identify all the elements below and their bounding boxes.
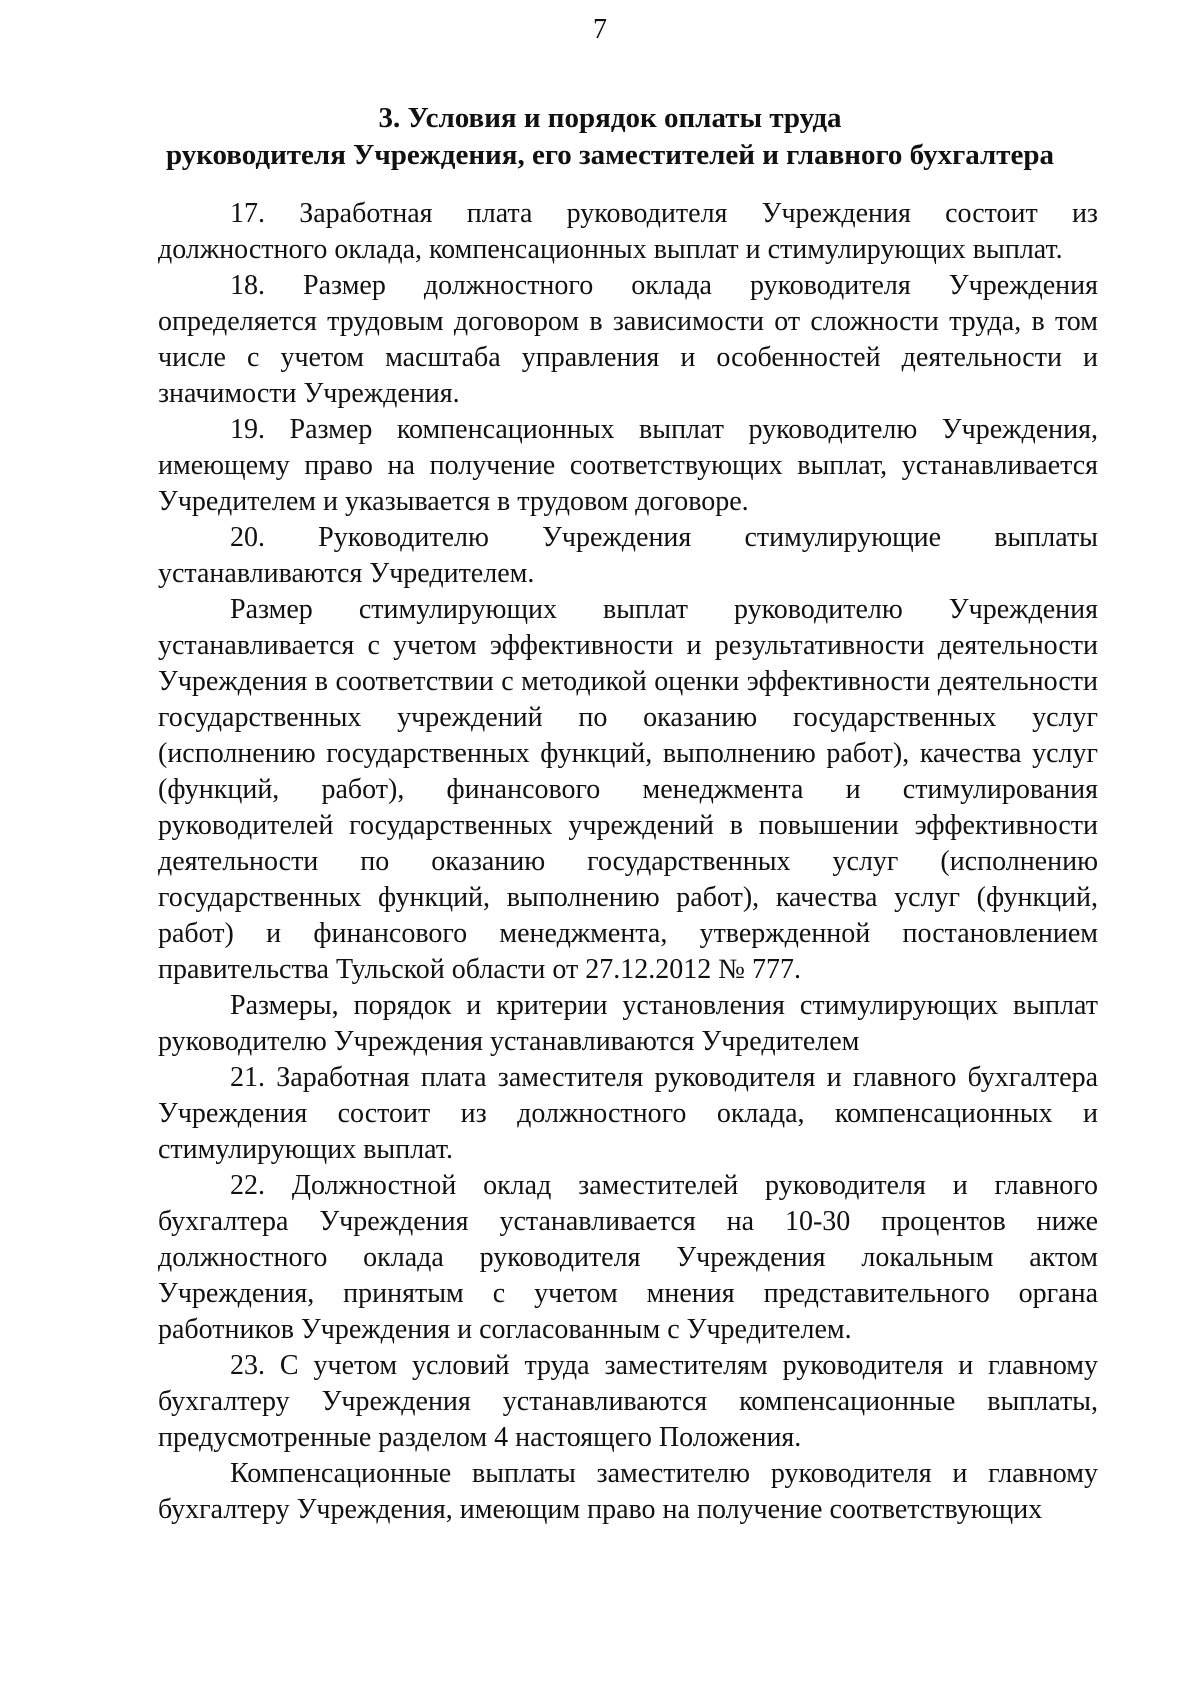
document-body [158, 196, 1098, 1528]
paragraph-23-compensation: Компенсационные выплаты заместителю руководителя и главному бухгалтеру Учреждения, имеющим право на получение соответствующих [158, 1458, 1098, 1525]
section-title-line-2: руководителя Учреждения, его заместителей и главного бухгалтера [165, 139, 1055, 171]
paragraph-23: 23. С учетом условий труда заместителям руководителя и главному бухгалтеру Учреждения устанавливаются компенсационные выплаты, предусмотренные разделом 4 настоящего Положения. [158, 1350, 1098, 1453]
paragraph-20-incentive-criteria: Размеры, порядок и критерии установления стимулирующих выплат руководителю Учреждения устанавливаются Учредителем [158, 990, 1098, 1057]
section-heading [150, 100, 1070, 174]
section-title-line-1: 3. Условия и порядок оплаты труда [378, 102, 842, 134]
paragraph-18: 18. Размер должностного оклада руководителя Учреждения определяется трудовым договором в зависимости от сложности труда, в том числе с учетом масштаба управления и особенностей деятельности и значимости Учреждения. [158, 270, 1098, 409]
paragraph-20-incentive-size: Размер стимулирующих выплат руководителю Учреждения устанавливается с учетом эффективности и результативности деятельности Учреждения в соответствии с методикой оценки эффективности деятельности государственных учреждений по оказанию государственных услуг (исполнению государственных функций, выполнению работ), качества услуг (функций, работ), финансового менеджмента и стимулирования руководителей государственных учреждений в повышении эффективности деятельности по оказанию государственных услуг (исполнению государственных функций, выполнению работ), качества услуг (функций, работ) и финансового менеджмента, утвержденной постановлением правительства Тульской области от 27.12.2012 № 777. [158, 594, 1098, 985]
paragraph-19: 19. Размер компенсационных выплат руководителю Учреждения, имеющему право на получение соответствующих выплат, устанавливается Учредителем и указывается в трудовом договоре. [158, 414, 1098, 517]
paragraph-22: 22. Должностной оклад заместителей руководителя и главного бухгалтера Учреждения устанавливается на 10-30 процентов ниже должностного оклада руководителя Учреждения локальным актом Учреждения, принятым с учетом мнения представительного органа работников Учреждения и согласованным с Учредителем. [158, 1170, 1098, 1345]
paragraph-21: 21. Заработная плата заместителя руководителя и главного бухгалтера Учреждения состоит из должностного оклада, компенсационных и стимулирующих выплат. [158, 1062, 1098, 1165]
paragraph-17: 17. Заработная плата руководителя Учреждения состоит из должностного оклада, компенсационных выплат и стимулирующих выплат. [158, 198, 1098, 265]
page-number: 7 [593, 14, 607, 45]
paragraph-20: 20. Руководителю Учреждения стимулирующие выплаты устанавливаются Учредителем. [158, 522, 1098, 589]
